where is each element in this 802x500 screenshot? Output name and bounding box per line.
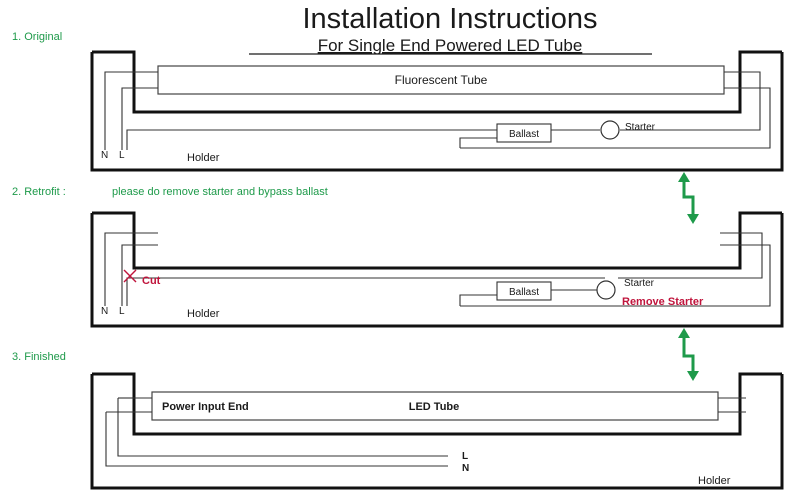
holder-inner bbox=[92, 213, 782, 268]
n-label: N bbox=[101, 306, 109, 317]
ballast-label: Ballast bbox=[508, 129, 540, 140]
page-title: Installation Instructions bbox=[302, 3, 598, 35]
l-label: L bbox=[462, 451, 469, 462]
holder-label: Holder bbox=[187, 308, 220, 320]
zigzag-double-arrow-icon bbox=[678, 328, 699, 381]
wire-bypass bbox=[460, 295, 497, 306]
page-subtitle: For Single End Powered LED Tube bbox=[317, 36, 583, 55]
step-2-label: 2. Retrofit : bbox=[12, 186, 66, 198]
wire-l bbox=[122, 245, 134, 306]
starter-label: Starter bbox=[625, 122, 656, 133]
l-label: L bbox=[119, 150, 125, 161]
ballast-label: Ballast bbox=[508, 287, 540, 298]
wire-bypass bbox=[460, 138, 497, 148]
wire-n bbox=[105, 233, 134, 306]
step-2-note: please do remove starter and bypass ballast bbox=[112, 186, 328, 198]
step-1-label: 1. Original bbox=[12, 31, 63, 43]
starter-label: Starter bbox=[624, 278, 655, 289]
step-3-label: 3. Finished bbox=[12, 351, 66, 363]
tube-label: Fluorescent Tube bbox=[394, 73, 488, 87]
l-label: L bbox=[119, 306, 125, 317]
n-label: N bbox=[101, 150, 109, 161]
cut-label: Cut bbox=[142, 275, 161, 287]
starter-icon bbox=[601, 121, 619, 139]
step-3-finished bbox=[12, 351, 782, 488]
wire-ballast bbox=[127, 130, 497, 150]
wire-l bbox=[122, 88, 134, 150]
zigzag-double-arrow-icon bbox=[678, 172, 699, 224]
holder-label: Holder bbox=[187, 152, 220, 164]
power-input-end-label: Power Input End bbox=[162, 401, 249, 413]
n-label: N bbox=[462, 463, 470, 474]
starter-icon bbox=[597, 281, 615, 299]
led-tube-label: LED Tube bbox=[408, 401, 460, 413]
holder-outline bbox=[92, 374, 782, 488]
remove-starter-label: Remove Starter bbox=[622, 296, 704, 308]
step-2-retrofit bbox=[12, 186, 782, 326]
holder-label: Holder bbox=[698, 475, 731, 487]
wire-n bbox=[105, 72, 134, 150]
